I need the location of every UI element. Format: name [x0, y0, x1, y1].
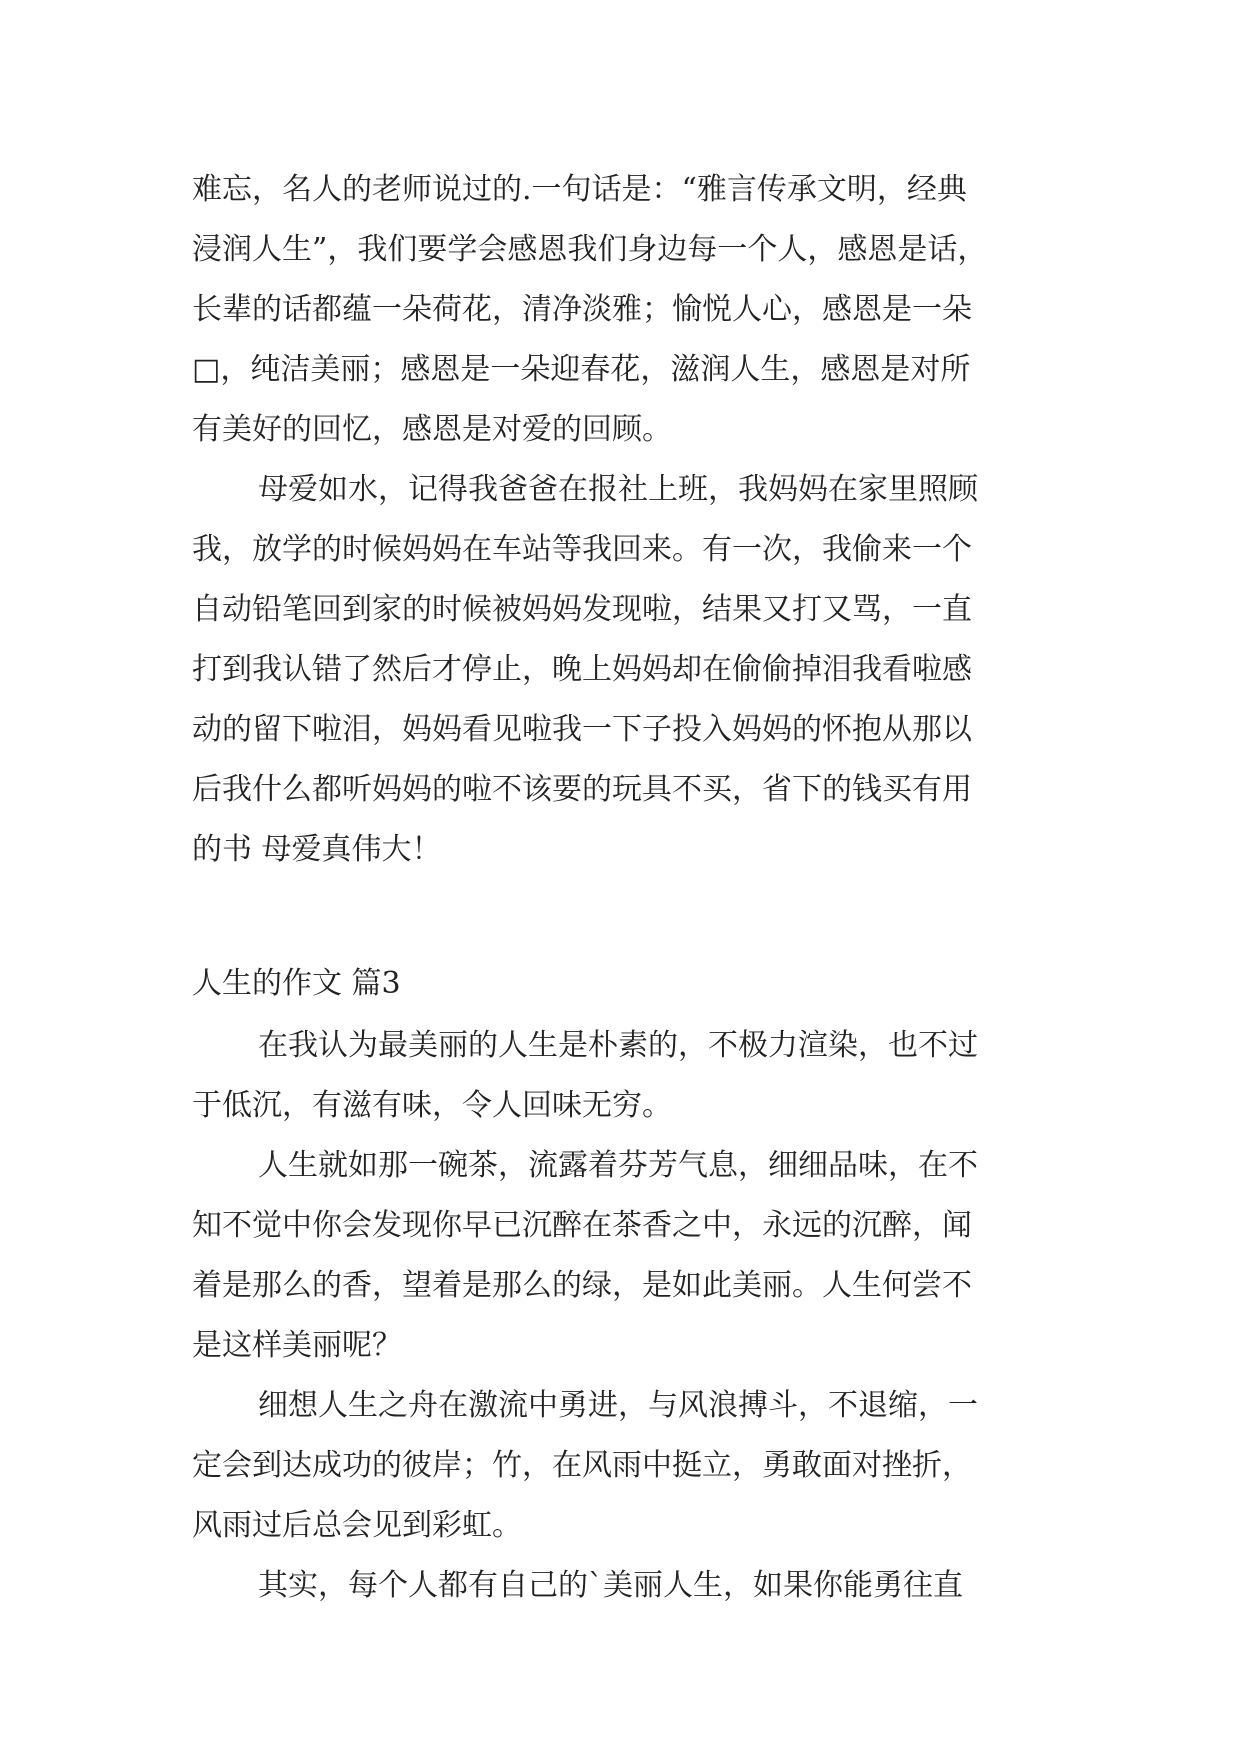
text-line: 自动铅笔回到家的时候被妈妈发现啦，结果又打又骂，一直	[192, 592, 972, 627]
text-line: 是这样美丽呢？	[192, 1328, 402, 1363]
text-line: 着是那么的香，望着是那么的绿，是如此美丽。人生何尝不	[192, 1268, 972, 1303]
text-line: 人生就如那一碗茶，流露着芬芳气息，细细品味，在不	[258, 1148, 978, 1183]
text-line: □，纯洁美丽；感恩是一朵迎春花，滋润人生，感恩是对所	[192, 352, 971, 387]
section-heading: 人生的作文 篇3	[192, 966, 401, 1001]
text-line: 难忘，名人的老师说过的.一句话是：“雅言传承文明，经典	[192, 172, 967, 207]
text-line: 我，放学的时候妈妈在车站等我回来。有一次，我偷来一个	[192, 532, 972, 567]
text-line: 在我认为最美丽的人生是朴素的，不极力渲染，也不过	[258, 1028, 978, 1063]
text-line: 细想人生之舟在激流中勇进，与风浪搏斗，不退缩，一	[258, 1388, 978, 1423]
section-gap	[192, 880, 1052, 952]
text-line: 风雨过后总会见到彩虹。	[192, 1508, 522, 1543]
document-body	[192, 160, 1052, 1616]
text-line: 动的留下啦泪，妈妈看见啦我一下子投入妈妈的怀抱从那以	[192, 712, 972, 747]
text-line: 于低沉，有滋有味，令人回味无穷。	[192, 1088, 672, 1123]
text-line: 的书 母爱真伟大！	[192, 832, 442, 867]
text-line: 浸润人生”，我们要学会感恩我们身边每一个人，感恩是话，	[192, 232, 988, 267]
text-line: 其实，每个人都有自己的`美丽人生，如果你能勇往直	[258, 1568, 963, 1603]
text-line: 定会到达成功的彼岸；竹，在风雨中挺立，勇敢面对挫折，	[192, 1448, 972, 1483]
text-line: 打到我认错了然后才停止，晚上妈妈却在偷偷掉泪我看啦感	[192, 652, 972, 687]
text-line: 后我什么都听妈妈的啦不该要的玩具不买，省下的钱买有用	[192, 772, 972, 807]
text-line: 有美好的回忆，感恩是对爱的回顾。	[192, 412, 672, 447]
text-line: 长辈的话都蕴一朵荷花，清净淡雅；愉悦人心，感恩是一朵	[192, 292, 972, 327]
text-line: 母爱如水，记得我爸爸在报社上班，我妈妈在家里照顾	[258, 472, 978, 507]
text-line: 知不觉中你会发现你早已沉醉在茶香之中，永远的沉醉，闻	[192, 1208, 972, 1243]
